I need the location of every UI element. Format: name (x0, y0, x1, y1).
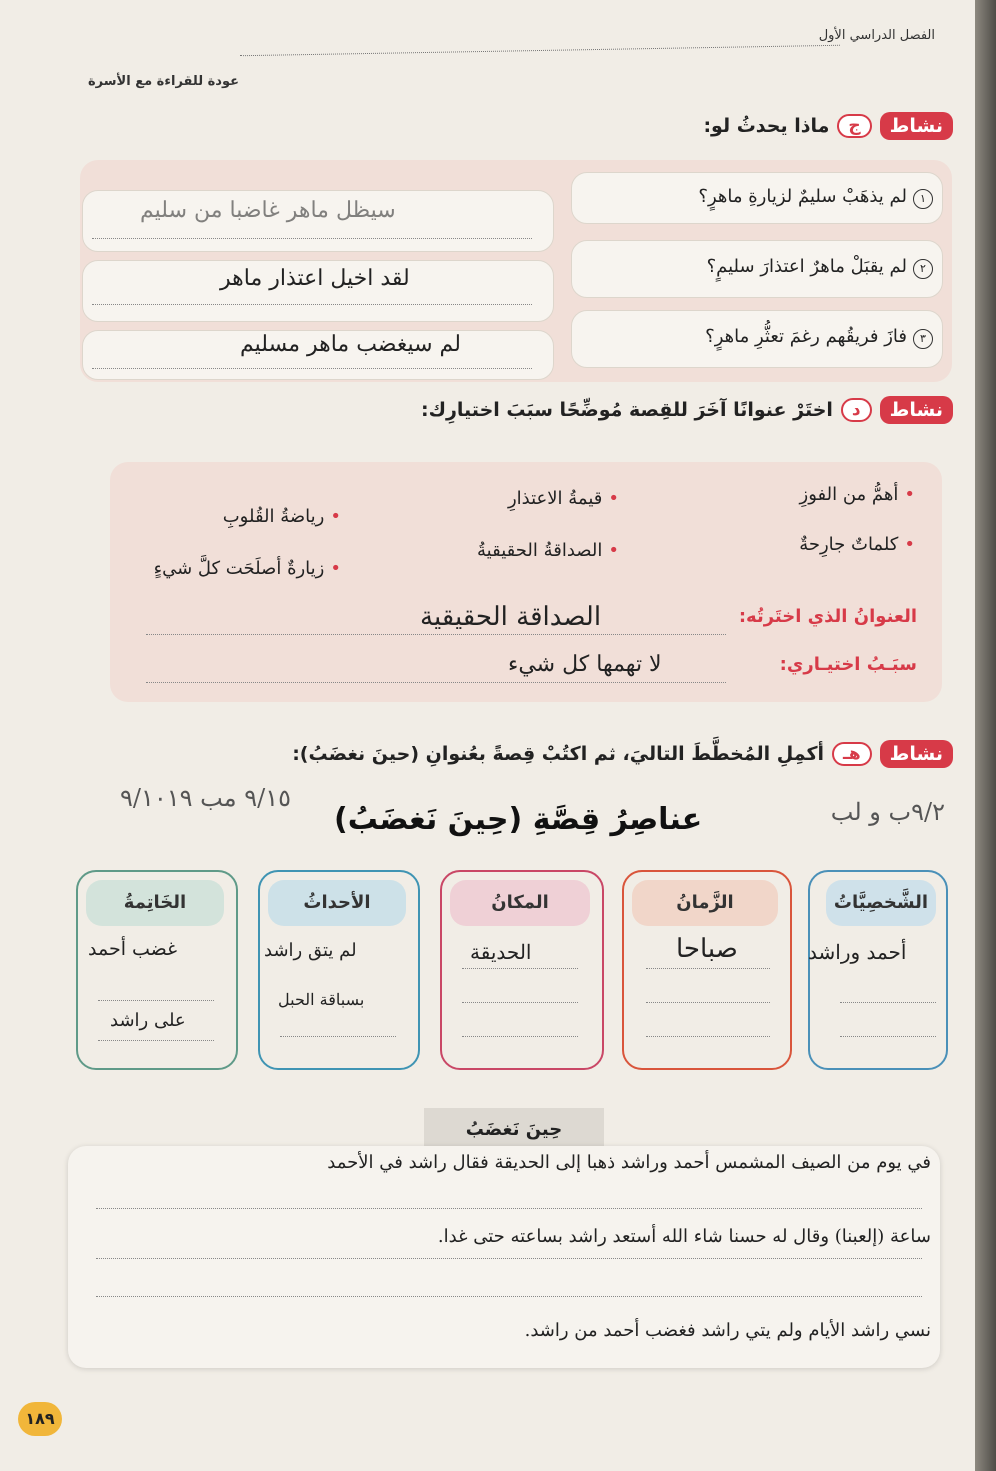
answer-line (98, 1040, 214, 1041)
handwritten-answer-1: سيظل ماهر غاضبا من سليم (140, 198, 396, 223)
unit-title: عودة للقراءة مع الأسرة (88, 74, 239, 89)
pencil-scribble-right: ٩/٢ب و لب (830, 798, 945, 826)
card-answer: أحمد وراشد (808, 940, 907, 964)
answer-line (92, 304, 532, 305)
option-1: • أهمُّ من الفوزِ (800, 484, 915, 505)
activity-badge: نشاط (880, 396, 953, 424)
story-line-1: في يوم من الصيف المشمس أحمد وراشد ذهبا إلى الحديقة فقال راشد في الأحمد (327, 1152, 931, 1173)
card-title: المكانُ (450, 880, 590, 926)
pencil-scribble-left: ٩/١٥ مب ٩/١٠١٩ (120, 784, 291, 812)
chosen-title-label: العنوانُ الذي اختَرتُه: (738, 606, 917, 627)
card-answer: على راشد (110, 1010, 186, 1031)
answer-line (840, 1002, 936, 1003)
answer-line (146, 682, 726, 683)
question-number: ١ (913, 189, 933, 209)
question-1 (698, 186, 933, 209)
header-divider (240, 45, 840, 56)
card-answer: بسباقة الحبل (278, 990, 365, 1009)
question-3 (705, 326, 933, 349)
handwritten-answer-3: لم سيغضب ماهر مسليم (240, 332, 461, 357)
option-4: • كلماتٌ جارِحةٌ (799, 534, 915, 555)
answer-line (840, 1036, 936, 1037)
option-5: • الصداقةُ الحقيقيةُ (477, 540, 619, 561)
answer-line (96, 1208, 922, 1209)
answer-line (646, 1036, 770, 1037)
card-answer: صباحا (676, 934, 738, 964)
answer-line (462, 968, 578, 969)
answer-line (646, 968, 770, 969)
answer-line (146, 634, 726, 635)
answer-line (92, 238, 532, 239)
story-line-2: ساعة (إلعبنا) وقال له حسنا شاء الله أستعد راشد بساعته حتى غدا. (437, 1226, 931, 1247)
activity-d-header (421, 396, 953, 424)
question-2 (707, 256, 933, 279)
semester-label: الفصل الدراسي الأول (818, 28, 935, 43)
activity-e-header (292, 740, 953, 768)
option-6: • زيارةٌ أصلَحَت كلَّ شيءٍ (154, 558, 341, 579)
handwritten-chosen-title: الصداقة الحقيقية (420, 602, 602, 632)
answer-line (462, 1002, 578, 1003)
activity-letter: ج (837, 114, 871, 138)
question-text: لم يقبَلْ ماهرٌ اعتذارَ سليمٍ؟ (706, 256, 907, 277)
answer-line (96, 1258, 922, 1259)
activity-title: اختَرْ عنوانًا آخَرَ للقِصة مُوضِّحًا سبَبَ اختيارِك: (420, 399, 833, 421)
answer-line (96, 1296, 922, 1297)
card-title: الخَاتِمةُ (86, 880, 224, 926)
handwritten-answer-2: لقد اخيل اعتذار ماهر (220, 266, 410, 291)
option-2: • قيمةُ الاعتذارِ (508, 488, 619, 509)
card-title: الأحداثُ (268, 880, 406, 926)
activity-letter: هـ (832, 742, 872, 766)
question-text: لم يذهَبْ سليمٌ لزيارةِ ماهرٍ؟ (698, 186, 907, 207)
option-3: • رياضةُ القُلوبِ (223, 506, 341, 527)
activity-c-header (703, 112, 953, 140)
answer-line (92, 368, 532, 369)
card-title: الشَّخصِيَّاتُ (826, 880, 936, 926)
activity-letter: د (841, 398, 872, 422)
reason-label: سبَـبُ اختيـاري: (779, 654, 917, 675)
card-answer: لم يتق راشد (264, 940, 357, 961)
page-number: ١٨٩ (18, 1402, 62, 1436)
activity-title: ماذا يحدثُ لو: (703, 115, 830, 137)
activity-badge: نشاط (880, 112, 953, 140)
card-answer: الحديقة (470, 940, 532, 964)
activity-badge: نشاط (880, 740, 953, 768)
answer-line (462, 1036, 578, 1037)
answer-line (98, 1000, 214, 1001)
answer-line (280, 1036, 396, 1037)
card-title: الزَّمانُ (632, 880, 778, 926)
question-text: فازَ فريقُهم رغمَ تعثُّرِ ماهرٍ؟ (705, 326, 907, 347)
book-edge (975, 0, 996, 1471)
handwritten-reason: لا تهمها كل شيء (508, 652, 662, 677)
answer-line (646, 1002, 770, 1003)
story-elements-title: عناصِرُ قِصَّةِ (حِينَ نَغضَبُ) (334, 802, 703, 837)
story-tab: حِينَ نَغضَبُ (424, 1108, 604, 1152)
activity-title: أكمِلِ المُخطَّطَ التاليَ، ثم اكتُبْ قِصةً بعُنوانِ (حينَ نغضَبُ): (292, 743, 825, 765)
card-answer: غضب أحمد (88, 938, 178, 960)
question-number: ٣ (913, 329, 933, 349)
question-number: ٢ (913, 259, 933, 279)
story-line-3: نسي راشد الأيام ولم يتي راشد فغضب أحمد من راشد. (524, 1320, 931, 1341)
